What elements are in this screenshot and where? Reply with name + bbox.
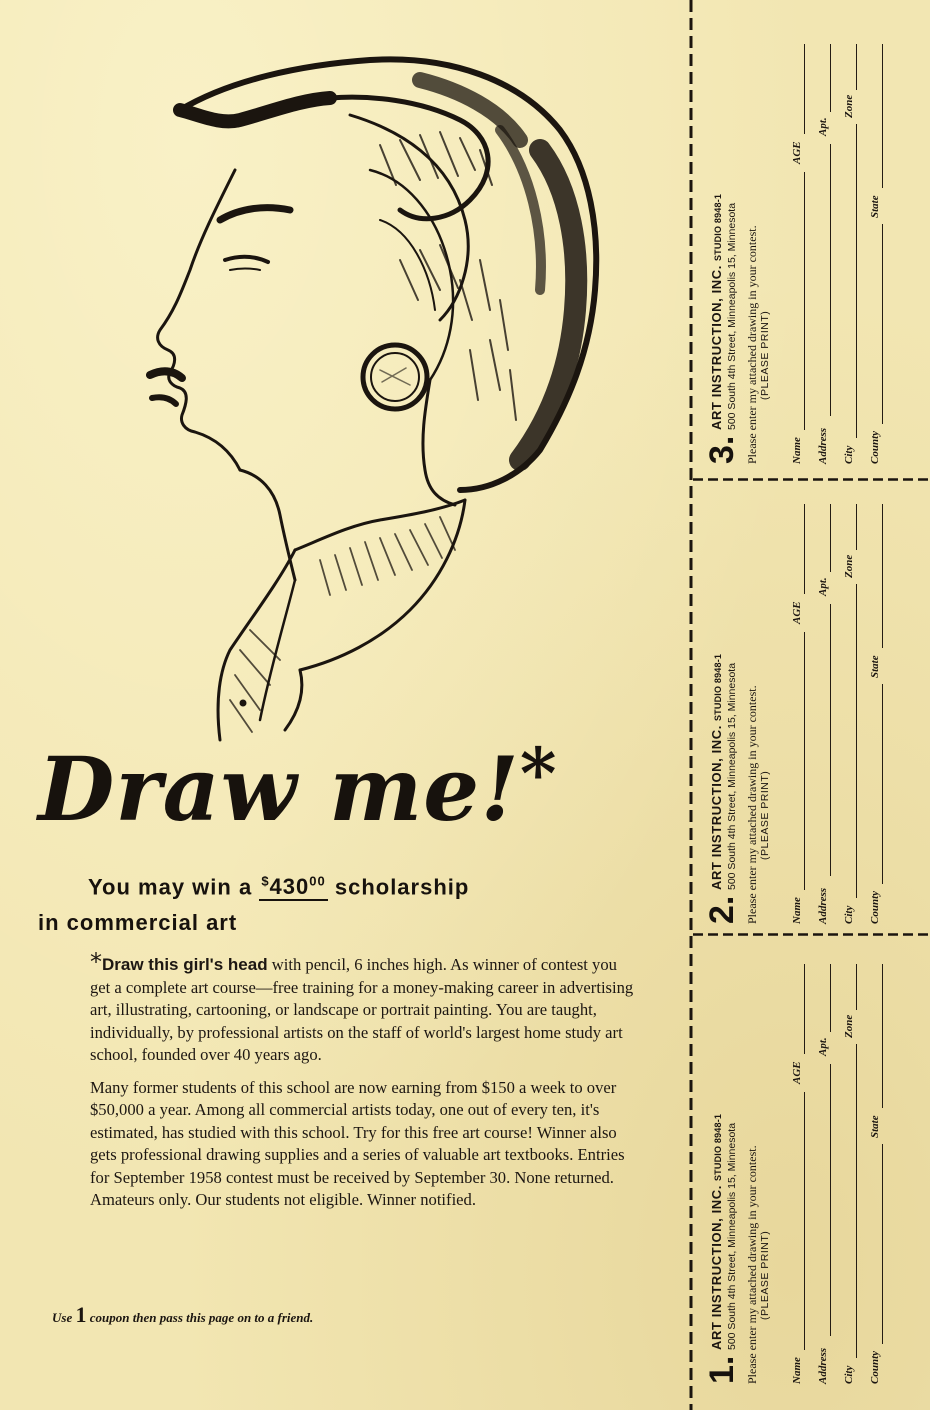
county-label: County — [869, 1350, 881, 1384]
coupon-address: 500 South 4th Street, Minneapolis 15, Minnesota — [726, 202, 738, 430]
paragraph-1 — [90, 948, 640, 1067]
studio-code: STUDIO 8948-1 — [713, 193, 723, 262]
lead-asterisk: * — [90, 948, 102, 976]
zone-label: Zone — [843, 1014, 855, 1038]
coupon-3[interactable] — [693, 20, 930, 470]
apt-label: Apt. — [817, 577, 829, 596]
company-name: ART INSTRUCTION, INC. — [709, 1185, 724, 1350]
state-label: State — [869, 655, 881, 678]
city-field[interactable] — [856, 584, 858, 898]
name-field[interactable] — [804, 1092, 806, 1350]
zone-label: Zone — [843, 554, 855, 578]
company-name: ART INSTRUCTION, INC. — [709, 265, 724, 430]
city-label: City — [843, 905, 855, 924]
headline — [38, 732, 558, 841]
amount-value: 430 — [269, 874, 310, 900]
coupon-1[interactable] — [693, 940, 930, 1390]
name-label: Name — [791, 897, 803, 924]
county-field[interactable] — [882, 1144, 884, 1344]
apt-field[interactable] — [830, 44, 832, 112]
address-label: Address — [817, 887, 829, 924]
county-field[interactable] — [882, 224, 884, 424]
coupon-company — [709, 654, 724, 890]
coupon-3-form — [693, 20, 893, 470]
amount-cents: 00 — [309, 874, 326, 889]
city-zone-row — [837, 44, 857, 464]
footnote-suffix: coupon then pass this page on to a friend. — [86, 1310, 314, 1325]
county-field[interactable] — [882, 684, 884, 884]
name-field[interactable] — [804, 632, 806, 890]
name-label: Name — [791, 437, 803, 464]
coupon-2[interactable] — [693, 480, 930, 930]
company-name: ART INSTRUCTION, INC. — [709, 725, 724, 890]
coupon-request: Please enter my attached drawing in your contest. — [745, 1145, 759, 1384]
age-label: AGE — [791, 601, 803, 624]
coupon-company — [709, 1114, 724, 1350]
name-label: Name — [791, 1357, 803, 1384]
zone-field[interactable] — [856, 504, 858, 550]
subhead — [38, 864, 638, 941]
footnote-prefix: Use — [52, 1310, 76, 1325]
state-field[interactable] — [882, 504, 884, 648]
subhead-suffix: scholarship — [327, 874, 470, 900]
state-field[interactable] — [882, 44, 884, 188]
name-age-row — [785, 964, 805, 1384]
age-label: AGE — [791, 1061, 803, 1084]
coupon-please-print: (PLEASE PRINT) — [759, 770, 771, 860]
scholarship-amount — [259, 874, 327, 901]
coupon-please-print: (PLEASE PRINT) — [759, 1230, 771, 1320]
age-field[interactable] — [804, 504, 806, 594]
apt-field[interactable] — [830, 504, 832, 572]
coupon-cut-line-2 — [693, 933, 930, 936]
lead-instruction: Draw this girl's head — [102, 955, 268, 974]
subhead-line2: in commercial art — [38, 910, 238, 936]
zone-label: Zone — [843, 94, 855, 118]
footnote-number: 1 — [75, 1302, 87, 1327]
county-state-row — [863, 964, 883, 1384]
address-apt-row — [811, 964, 831, 1384]
apt-field[interactable] — [830, 964, 832, 1032]
zone-field[interactable] — [856, 44, 858, 90]
address-field[interactable] — [830, 1064, 832, 1336]
address-field[interactable] — [830, 604, 832, 876]
apt-label: Apt. — [817, 117, 829, 136]
county-label: County — [869, 890, 881, 924]
zone-field[interactable] — [856, 964, 858, 1010]
subhead-prefix: You may win a — [88, 874, 260, 900]
county-state-row — [863, 44, 883, 464]
name-field[interactable] — [804, 172, 806, 430]
coupon-address: 500 South 4th Street, Minneapolis 15, Minnesota — [726, 662, 738, 890]
coupon-footnote — [52, 1302, 313, 1328]
girl-head-sketch — [120, 20, 640, 760]
address-apt-row — [811, 44, 831, 464]
city-field[interactable] — [856, 124, 858, 438]
address-field[interactable] — [830, 144, 832, 416]
coupon-number: 1. — [703, 1355, 741, 1384]
paragraph-2: Many former students of this school are now earning from $150 a week to over $50,000 a year. Among all commercial artists today, one out of every ten, it's estimated, has studied with this school. Try for this free art course! Winner also gets professional drawing supplies and a series of valuable art textbooks. Entries for September 1958 contest must be received by September 30. None returned. Amateurs only. Our students not eligible. Winner notified. — [90, 1077, 625, 1209]
address-apt-row — [811, 504, 831, 924]
subhead-line1 — [38, 864, 638, 905]
state-label: State — [869, 195, 881, 218]
amount-dollar-sign: $ — [261, 874, 270, 889]
city-zone-row — [837, 964, 857, 1384]
coupon-please-print: (PLEASE PRINT) — [759, 310, 771, 400]
coupon-2-form — [693, 480, 893, 930]
coupon-strip — [693, 0, 930, 1410]
coupon-address: 500 South 4th Street, Minneapolis 15, Minnesota — [726, 1122, 738, 1350]
coupon-number: 2. — [703, 895, 741, 924]
headline-asterisk: * — [519, 732, 558, 815]
coupon-1-form — [693, 940, 893, 1390]
coupon-request: Please enter my attached drawing in your contest. — [745, 225, 759, 464]
studio-code: STUDIO 8948-1 — [713, 653, 723, 722]
age-field[interactable] — [804, 44, 806, 134]
name-age-row — [785, 44, 805, 464]
county-state-row — [863, 504, 883, 924]
city-zone-row — [837, 504, 857, 924]
studio-code: STUDIO 8948-1 — [713, 1113, 723, 1182]
contest-description — [90, 948, 640, 1222]
coupon-company — [709, 194, 724, 430]
state-label: State — [869, 1115, 881, 1138]
paragraph-1-text: with pencil, 6 inches high. As winner of contest you get a complete art course—free training for a money-making career in advertising art, illustrating, cartooning, or landscape or portrait painting. You are taught, individually, by professional artists on the staff of world's largest home study art school, founded over 40 years ago. — [90, 955, 634, 1064]
state-field[interactable] — [882, 964, 884, 1108]
coupon-request: Please enter my attached drawing in your contest. — [745, 685, 759, 924]
headline-text: Draw me! — [38, 737, 520, 841]
city-label: City — [843, 445, 855, 464]
address-label: Address — [817, 1347, 829, 1384]
apt-label: Apt. — [817, 1037, 829, 1056]
city-label: City — [843, 1365, 855, 1384]
name-age-row — [785, 504, 805, 924]
coupon-number: 3. — [703, 435, 741, 464]
age-label: AGE — [791, 141, 803, 164]
address-label: Address — [817, 427, 829, 464]
age-field[interactable] — [804, 964, 806, 1054]
county-label: County — [869, 430, 881, 464]
city-field[interactable] — [856, 1044, 858, 1358]
